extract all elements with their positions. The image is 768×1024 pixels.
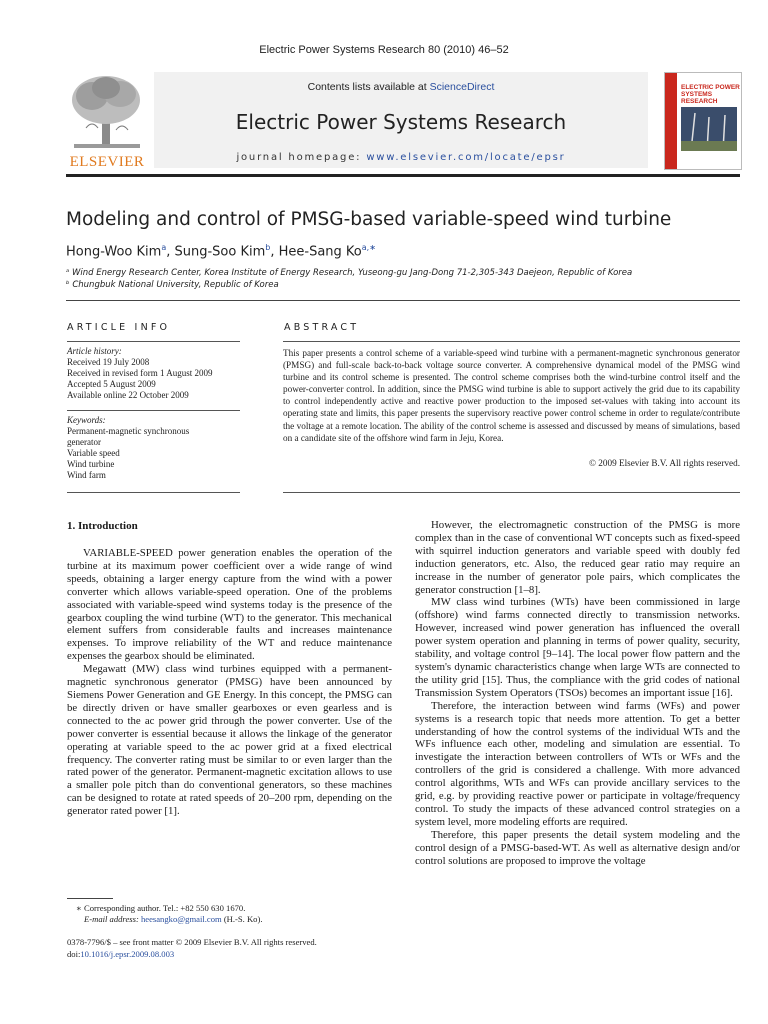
masthead-divider: [66, 174, 740, 177]
body-paragraph: Megawatt (MW) class wind turbines equipped with a permanent-magnetic synchronous generator (PMSG) have been announced by Siemens Power Generation and GE Energy. In this concept, the PMSG can be directly driven or have smaller gearboxes or even gearless and is connected to the ac power grid through the power converter. Use of the power converter is essential because it allows the linkage of the generator operating at variable speed to the ac power grid at a fixed electrical frequency. The converter rating must be similar to or even larger than the rated power of the generator. Permanent-magnetic excitation allows to use a smaller pole pitch than do conventional generators, so these machines can be designed to rotate at rated speeds of 20–200 rpm, depending on the generator rated power [1].: [67, 663, 392, 818]
cover-spine-band: [665, 73, 677, 169]
body-column-left: [67, 547, 392, 818]
article-history: [67, 346, 212, 401]
keyword-item: Variable speed: [67, 448, 120, 458]
body-column-right: [415, 519, 740, 867]
author-name[interactable]: Hee-Sang Ko: [278, 244, 362, 260]
keywords-block: [67, 415, 189, 481]
contents-available-line: [154, 81, 648, 93]
history-item: Available online 22 October 2009: [67, 390, 189, 400]
history-item: Accepted 5 August 2009: [67, 379, 156, 389]
email-link[interactable]: heesangko@gmail.com: [140, 914, 222, 924]
cover-illustration: [681, 107, 737, 151]
history-item: Received 19 July 2008: [67, 357, 150, 367]
author-affiliation-marker[interactable]: a,∗: [361, 243, 376, 252]
keywords-rule: [67, 410, 240, 411]
masthead-center-panel: [154, 72, 648, 168]
publisher-wordmark: ELSEVIER: [69, 154, 145, 170]
abstract-text: This paper presents a control scheme of a variable-speed wind turbine with a permanent-magnetic synchronous generator (PMSG) and full-scale back-to-back voltage source converter. A comprehensive dynamical model of the PMSG wind turbine and its control scheme is presented. The control scheme comprises both the wind-turbine control itself and the power-converter control. In addition, since the PMSG wind turbine is able to support actively the grid due to its capability to control independently active and reactive power production to the imposed set-values with taking into account its operating state and limits, this paper presents the supervisory reactive power control scheme in order to regulate/contribute the voltage at a remote location. The ability of the control scheme is assessed and discussed by means of simulations, based on a candidate site of the offshore wind farm in Jeju, Korea.: [283, 348, 740, 443]
sciencedirect-link[interactable]: ScienceDirect: [429, 81, 495, 93]
author-name[interactable]: Sung-Soo Kim: [174, 244, 266, 260]
affiliation-a: ᵃ Wind Energy Research Center, Korea Institute of Energy Research, Yuseong-gu Jang-Dong 71-2,305-343 Daejeon, Republic of Korea: [66, 268, 633, 278]
abstract-copyright: © 2009 Elsevier B.V. All rights reserved.: [589, 458, 740, 468]
journal-title: Electric Power Systems Research: [235, 110, 567, 134]
journal-homepage-line: [154, 152, 648, 163]
affiliation-b: ᵇ Chungbuk National University, Republic of Korea: [66, 280, 279, 290]
keyword-item: Wind farm: [67, 470, 106, 480]
issn-line: 0378-7796/$ – see front matter © 2009 Elsevier B.V. All rights reserved.: [67, 937, 317, 947]
title-divider: [66, 300, 740, 301]
article-info-bottom-rule: [67, 492, 240, 493]
keyword-item: Permanent-magnetic synchronous: [67, 426, 190, 436]
email-label: E-mail address:: [84, 914, 141, 924]
cover-title: [681, 84, 741, 105]
journal-masthead: [66, 70, 740, 174]
keyword-item: generator: [67, 437, 101, 447]
contents-prefix: Contents lists available at: [307, 81, 430, 93]
abstract-heading: ABSTRACT: [284, 322, 360, 333]
footnote-rule: [67, 898, 113, 899]
abstract-bottom-rule: [283, 492, 740, 493]
homepage-prefix: journal homepage:: [236, 152, 367, 163]
body-paragraph: MW class wind turbines (WTs) have been commissioned in large (offshore) wind farms connected directly to transmission networks. However, increased wind power generation has influenced the overall power system operation and planning in terms of power quality, security, stability, and voltage control [9–14]. The local power flow pattern and the system's dynamic characteristics change when large WTs are connected to the utility grid [15]. Thus, the compliance with the grid codes of national Transmission System Operators (TSOs) becomes an important issue [16].: [415, 596, 740, 699]
body-paragraph: VARIABLE-SPEED power generation enables the operation of the turbine at its maximum power coefficient over a wide range of wind speeds, obtaining a larger energy capture from the wind with a power converter which allows variable-speed operation. One of the problems associated with variable-speed wind systems today is the presence of the gearbox coupling the wind turbine (WT) to the generator. This mechanical element suffers from considerable faults and increases maintenance expenses. To improve reliability of the WT and reduce maintenance expenses the gearbox should be eliminated.: [67, 547, 392, 663]
keywords-label: Keywords:: [67, 415, 106, 425]
email-note: [84, 914, 263, 925]
author-affiliation-marker[interactable]: a: [161, 243, 167, 252]
body-paragraph: Therefore, the interaction between wind farms (WFs) and power systems is a research topic that needs more attention. To get a better understanding of how the control systems of the individual WTs and the WFs influence each other, modeling and simulation are essential. To investigate the interaction between controllers of WTs or WFs and the controllers of the grid is considered a challenge. With more advanced control algorithms, WTs and WFs can provide ancillary services to the grid, e.g. by providing reactive power or participate in voltage/frequency control. To study the impacts of these advanced control strategies on a system level, more modeling efforts are required.: [415, 699, 740, 828]
email-suffix: (H.-S. Ko).: [221, 914, 263, 924]
article-info-heading: ARTICLE INFO: [67, 322, 171, 333]
doi-link[interactable]: 10.1016/j.epsr.2009.08.003: [80, 949, 175, 959]
cover-title-line2: SYSTEMS RESEARCH: [681, 91, 718, 105]
journal-citation: Electric Power Systems Research 80 (2010) 46–52: [259, 44, 509, 56]
article-history-label: Article history:: [67, 346, 122, 356]
author-affiliation-marker[interactable]: b: [265, 243, 271, 252]
journal-cover-thumbnail[interactable]: [664, 72, 742, 170]
doi-line: [67, 949, 174, 959]
body-paragraph: However, the electromagnetic construction of the PMSG is more complex than in the case of conventional WT concepts such as fixed-speed with squirrel induction generators and variable speed with doubly fed induction generators, etc. Also, the reduced gear ratio may require an increase in the number of generator pole pairs, which complicates the generator construction [1–8].: [415, 519, 740, 596]
keyword-item: Wind turbine: [67, 459, 115, 469]
body-paragraph: Therefore, this paper presents the detail system modeling and the control design of a PMSG-based-WT. As well as alternative design and/or control solutions are proposed to improve the voltage: [415, 828, 740, 867]
abstract-rule: [283, 341, 740, 342]
article-title: Modeling and control of PMSG-based variable-speed wind turbine: [66, 209, 672, 230]
corresponding-author-note: ∗ Corresponding author. Tel.: +82 550 630 1670.: [76, 903, 246, 913]
journal-homepage-link[interactable]: www.elsevier.com/locate/epsr: [366, 152, 566, 163]
doi-prefix: doi:: [67, 949, 81, 959]
history-item: Received in revised form 1 August 2009: [67, 368, 213, 378]
section-heading-introduction: 1. Introduction: [67, 520, 138, 532]
author-list: Hong-Woo Kim$^a$, Sung-Soo Kim$^b$, Hee-Sang $Ko^{a,∗}$: [66, 243, 376, 260]
elsevier-tree-logo: [66, 72, 148, 168]
article-info-rule: [67, 341, 240, 342]
cover-title-line1: ELECTRIC POWER: [681, 84, 740, 91]
author-name[interactable]: Hong-Woo Kim: [66, 244, 162, 260]
